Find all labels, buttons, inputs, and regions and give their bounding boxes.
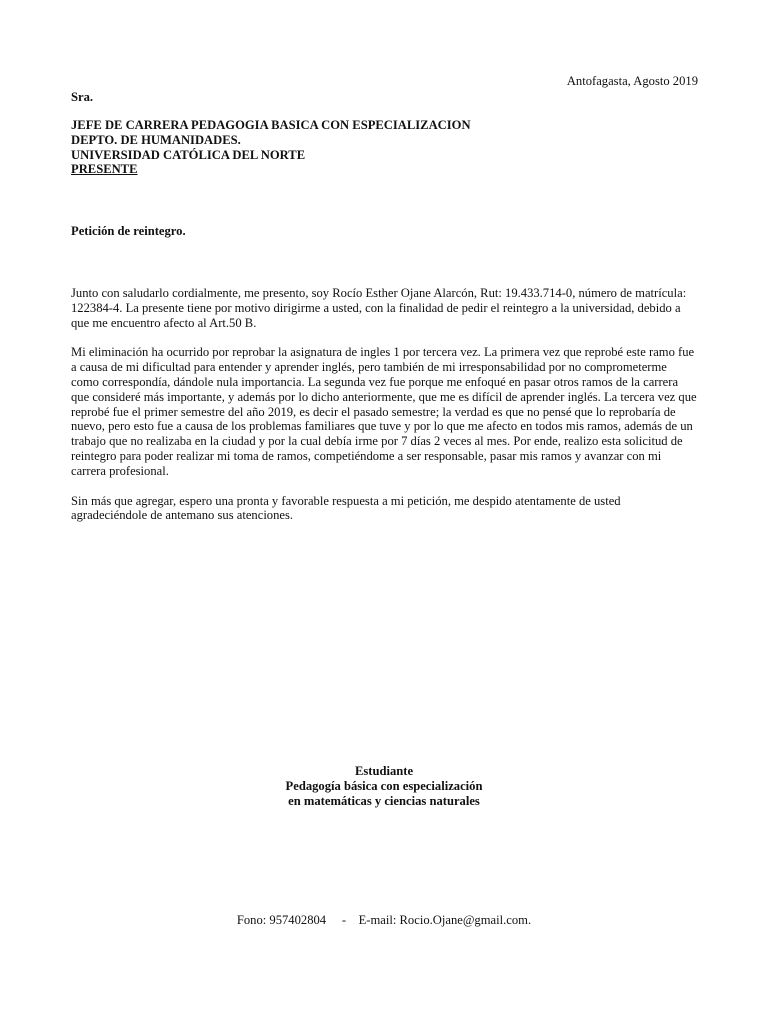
recipient-block — [71, 118, 471, 177]
salutation: Sra. — [71, 90, 94, 104]
recipient-university: UNIVERSIDAD CATÓLICA DEL NORTE — [71, 147, 306, 162]
signature-specialization: en matemáticas y ciencias naturales — [288, 793, 480, 808]
signature-role: Estudiante — [354, 764, 414, 778]
letter-subject: Petición de reintegro. — [71, 224, 186, 238]
recipient-department: DEPTO. DE HUMANIDADES. — [71, 132, 241, 147]
letter-body — [71, 286, 697, 538]
signature-block — [0, 764, 768, 808]
body-paragraph-explanation: Mi eliminación ha ocurrido por reprobar la asignatura de ingles 1 por tercera vez. La primera vez que reprobé este ramo fue a causa de mi dificultad para entender y aprender inglés, pero también de mi irresponsabilidad por no comprometerme como correspondía, dándole nula importancia. La segunda vez fue porque me enfoqué en pasar otros ramos de la carrera que consideré más importante, y además por lo dicho anteriormente, que me es difícil de aprender inglés. La tercera vez que reprobé fue el primer semestre del año 2019, es decir el pasado semestre; la verdad es que no pensé que lo reprobaría de nuevo, pero esto fue a causa de los problemas familiares que tuve y por lo que me afecto en todos mis ramos, además de un trabajo que no realizaba en la ciudad y por la cual debía irme por 7 días 2 veces al mes. Por ende, realizo esta solicitud de reintegro para poder realizar mi toma de ramos, competiéndome a ser responsable, pasar mis ramos y avanzar con mi carrera profesional. — [71, 345, 697, 478]
signature-program: Pedagogía básica con especialización — [285, 778, 483, 793]
letter-date: Antofagasta, Agosto 2019 — [566, 74, 698, 88]
body-paragraph-closing: Sin más que agregar, espero una pronta y favorable respuesta a mi petición, me despido atentamente de usted agradeciéndole de antemano sus atenciones. — [71, 493, 621, 523]
contact-footer: Fono: 957402804 - E-mail: Rocio.Ojane@gmail.com. — [236, 913, 532, 927]
recipient-presente: PRESENTE — [71, 162, 138, 177]
body-paragraph-introduction: Junto con saludarlo cordialmente, me presento, soy Rocío Esther Ojane Alarcón, Rut: 19.433.714-0, número de matrícula: 122384-4. La presente tiene por motivo dirigirme a usted, con la finalidad de pedir el reintegro a la universidad, debido a que me encuentro afecto al Art.50 B. — [71, 286, 687, 330]
recipient-title: JEFE DE CARRERA PEDAGOGIA BASICA CON ESPECIALIZACION — [71, 118, 471, 132]
